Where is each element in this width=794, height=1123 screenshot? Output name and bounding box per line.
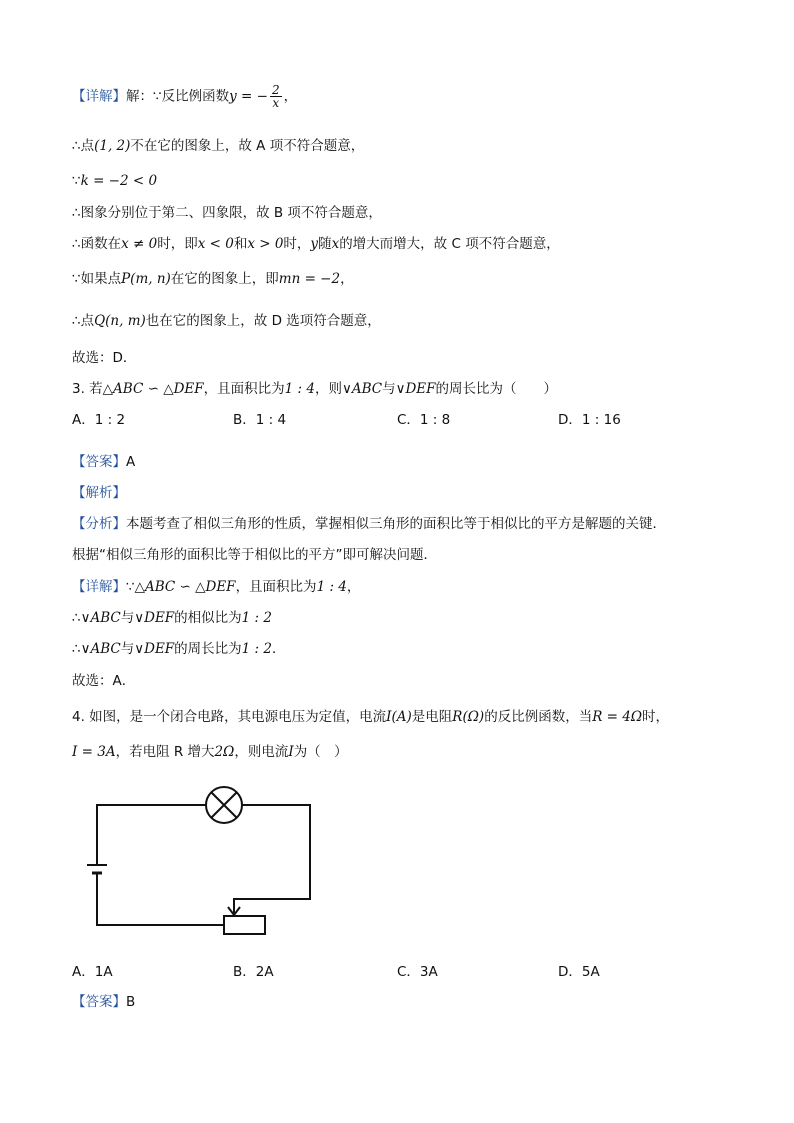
q4-stem-line-1: 4. 如图，是一个闭合电路，其电源电压为定值，电流I(A)是电阻R(Ω)的反比例函数，当R = 4Ω时，	[72, 709, 670, 725]
fraction: $\frac{2}{x}$	[271, 83, 280, 110]
q4-option-b: B．2A	[233, 964, 274, 980]
q3-stem: 3. 若△ABC ∽ △DEF，且面积比为1 : 4，则∨ABC与∨DEF的周长比为（ ）	[72, 381, 558, 397]
q3-analysis-label: 【解析】	[72, 485, 126, 501]
circuit-diagram	[72, 785, 332, 955]
lamp-cross	[211, 792, 237, 818]
q2-detail-line-1: 【详解】解：∵反比例函数y = − $\frac{2}{x}$ ，	[72, 83, 298, 110]
q3-answer: 【答案】A	[72, 454, 136, 470]
q4-answer: 【答案】B	[72, 994, 136, 1010]
q3-option-c: C．1 : 8	[397, 412, 451, 428]
wire-right	[234, 805, 310, 913]
q4-option-a: A．1A	[72, 964, 113, 980]
detail-label: 【详解】	[72, 88, 126, 105]
q2-detail-line-2: ∴点(1, 2)不在它的图象上，故 A 项不符合题意，	[72, 138, 365, 154]
wire-bottom	[97, 873, 224, 925]
q4-stem-line-2: I = 3A，若电阻 R 增大2Ω，则电流I为（ ）	[72, 744, 348, 760]
q2-detail-line-3: ∵k = −2 < 0	[72, 173, 158, 189]
q2-detail-line-6: ∵如果点P(m, n)在它的图象上，即mn = −2，	[72, 271, 354, 287]
q2-detail-line-7: ∴点Q(n, m)也在它的图象上，故 D 选项符合题意，	[72, 313, 381, 329]
q3-choose: 故选：A．	[72, 673, 136, 689]
q2-detail-line-4: ∴图象分别位于第二、四象限，故 B 项不符合题意，	[72, 205, 382, 221]
q3-option-b: B．1 : 4	[233, 412, 287, 428]
answer-label: 【答案】	[72, 454, 126, 470]
rheostat	[224, 916, 265, 934]
q3-genju: 根据“相似三角形的面积比等于相似比的平方”即可解决问题．	[72, 547, 437, 563]
q3-fenxi: 【分析】本题考查了相似三角形的性质，掌握相似三角形的面积比等于相似比的平方是解题的关键．	[72, 516, 666, 532]
wire-top-left	[97, 805, 206, 865]
q3-detail-line-3: ∴∨ABC与∨DEF的周长比为1 : 2．	[72, 641, 286, 657]
q4-option-d: D．5A	[558, 964, 600, 980]
q3-detail-line-2: ∴∨ABC与∨DEF的相似比为1 : 2	[72, 610, 272, 626]
q2-detail-line-5: ∴函数在x ≠ 0时，即x < 0和x > 0时，y随x的增大而增大，故 C 项不符合题意，	[72, 236, 560, 252]
q3-option-d: D．1 : 16	[558, 412, 621, 428]
q2-choose: 故选：D．	[72, 350, 137, 366]
q3-option-a: A．1 : 2	[72, 412, 126, 428]
q4-option-c: C．3A	[397, 964, 438, 980]
q3-detail-line-1: 【详解】∵△ABC ∽ △DEF，且面积比为1 : 4，	[72, 579, 361, 595]
